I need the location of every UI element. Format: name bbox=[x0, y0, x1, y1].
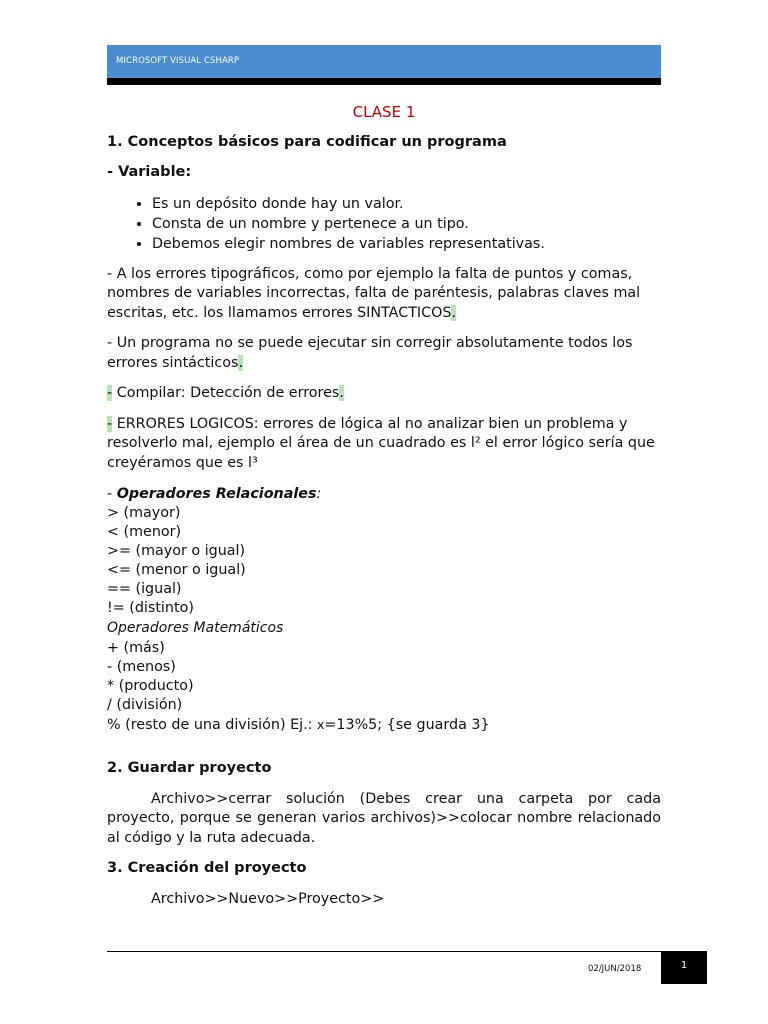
list-item: - (menos) bbox=[107, 659, 176, 675]
paragraph-text: - Un programa no se puede ejecutar sin corregir absolutamente todos los errores sintácticos bbox=[107, 335, 633, 371]
section-2-text: Archivo>>cerrar solución (Debes crear una carpeta por cada proyecto, porque se generan varios archivos)>>colocar nombre relacionado al código y la ruta adecuada. bbox=[107, 790, 661, 846]
section-1-title: 1. Conceptos básicos para codificar un programa bbox=[107, 133, 507, 150]
document-body bbox=[107, 103, 661, 920]
math-operators-title: Operadores Matemáticos bbox=[107, 620, 284, 636]
list-item: • Es un depósito donde hay un valor. bbox=[152, 194, 661, 214]
paragraph-compile-requirement bbox=[107, 334, 661, 373]
list-item: • Consta de un nombre y pertenece a un tipo. bbox=[152, 214, 661, 234]
section-3-text: Archivo>>Nuevo>>Proyecto>> bbox=[151, 890, 385, 907]
paragraph-syntax-errors bbox=[107, 265, 661, 324]
list-item: % (resto de una división) Ej.: x=13%5; {se guarda 3} bbox=[107, 717, 490, 733]
header-title: MICROSOFT VISUAL CSHARP bbox=[116, 56, 240, 66]
list-item: == (igual) bbox=[107, 581, 182, 597]
section-2-title: 2. Guardar proyecto bbox=[107, 760, 272, 776]
class-title: CLASE 1 bbox=[352, 103, 416, 121]
relational-operators-heading: - Operadores Relacionales: bbox=[107, 486, 322, 502]
highlight-mark: . bbox=[451, 304, 456, 321]
list-item: / (división) bbox=[107, 697, 183, 713]
math-operators-list bbox=[107, 639, 661, 735]
page-header bbox=[107, 45, 661, 78]
paragraph-text: Compilar: Detección de errores bbox=[112, 385, 340, 401]
paragraph-text: - A los errores tipográficos, como por ejemplo la falta de puntos y comas, nombres de variables incorrectas, falta de paréntesis, palabras claves mal escritas, etc. los llamamos errores SINTACTICOS bbox=[107, 265, 641, 321]
variable-bullet-list bbox=[107, 194, 661, 254]
highlight-dash: - bbox=[107, 415, 113, 432]
highlight-mark: . bbox=[238, 354, 243, 371]
relational-operators-list bbox=[107, 504, 661, 618]
header-rule bbox=[107, 78, 661, 85]
section-3-title: 3. Creación del proyecto bbox=[107, 860, 307, 876]
paragraph-text: ERRORES LOGICOS: errores de lógica al no analizar bien un problema y resolverlo mal, ejemplo el área de un cuadrado es l² el error lógico sería que creyéramos que es l³ bbox=[107, 415, 655, 471]
list-item: >= (mayor o igual) bbox=[107, 543, 246, 559]
footer-rule bbox=[107, 951, 662, 952]
list-item: + (más) bbox=[107, 640, 165, 656]
paragraph-logic-errors bbox=[107, 415, 661, 474]
variable-heading: - Variable: bbox=[107, 164, 192, 180]
highlight-mark: . bbox=[339, 385, 344, 401]
list-item: <= (menor o igual) bbox=[107, 562, 246, 578]
list-item: • Debemos elegir nombres de variables representativas. bbox=[152, 234, 661, 254]
list-item: > (mayor) bbox=[107, 505, 181, 521]
paragraph-compile bbox=[107, 384, 661, 404]
list-item: != (distinto) bbox=[107, 600, 194, 616]
footer-date: 02/JUN/2018 bbox=[588, 964, 642, 974]
list-item: < (menor) bbox=[107, 524, 182, 540]
list-item: * (producto) bbox=[107, 678, 194, 694]
page-number: 1 bbox=[661, 951, 707, 984]
highlight-dash: - bbox=[107, 385, 113, 401]
relational-title: Operadores Relacionales bbox=[116, 486, 317, 502]
